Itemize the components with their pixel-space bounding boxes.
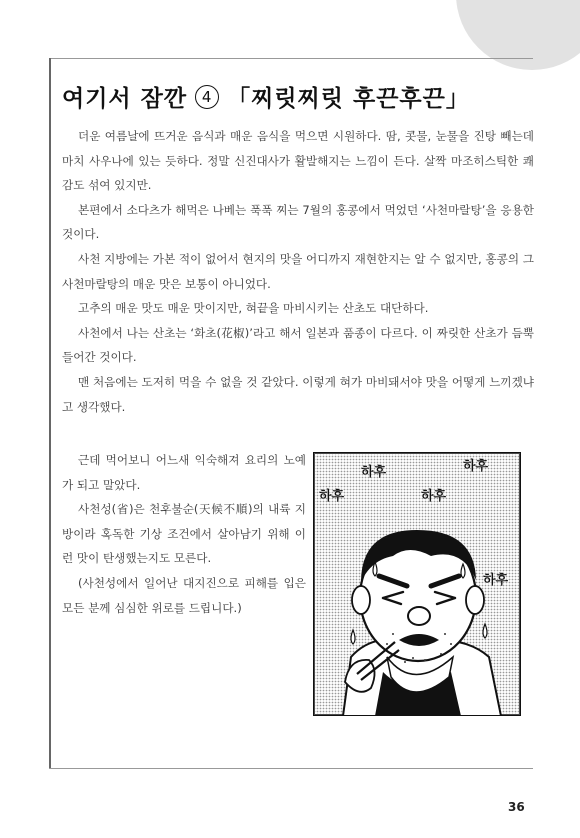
title-number-circle: 4 [195, 85, 219, 109]
paragraph: 사천에서 나는 산초는 ‘화초(花椒)’라고 해서 일본과 품종이 다르다. 이 짜릿한 산초가 듬뿍 들어간 것이다. [62, 325, 534, 365]
paragraph: 본편에서 소다츠가 해먹은 나베는 푹푹 찌는 7월의 홍콩에서 먹었던 ‘사천마랄탕’을 응용한 것이다. [62, 202, 534, 242]
sweating-man-eating-icon [313, 452, 521, 716]
exclamation-text: 하후 [361, 465, 387, 480]
page-title [62, 80, 470, 113]
main-text [62, 124, 534, 419]
corner-decoration [456, 0, 580, 70]
frame-left-line [49, 58, 51, 768]
paragraph: (사천성에서 일어난 대지진으로 피해를 입은 모든 분께 심심한 위로를 드립니다.) [62, 575, 306, 615]
title-prefix: 여기서 잠깐 [62, 86, 188, 112]
exclamation-text: 하후 [463, 459, 489, 474]
paragraph: 맨 처음에는 도저히 먹을 수 없을 것 같았다. 이렇게 혀가 마비돼서야 맛을 어떻게 느끼겠냐고 생각했다. [62, 374, 534, 414]
title-main: 「찌릿찌릿 후끈후끈」 [227, 86, 470, 112]
side-text [62, 448, 306, 620]
paragraph: 사천성(省)은 천후불순(天候不順)의 내륙 지방이라 혹독한 기상 조건에서 살아남기 위해 이런 맛이 탄생했는지도 모른다. [62, 502, 306, 566]
exclamation-text: 하후 [421, 489, 447, 504]
paragraph: 더운 여름날에 뜨거운 음식과 매운 음식을 먹으면 시원하다. 땀, 콧물, 눈물을 진탕 빼는데 마치 사우나에 있는 듯하다. 정말 신진대사가 활발해지는 느낌이 든다. 살짝 마조히스틱한 쾌감도 섞여 있지만. [62, 129, 534, 193]
frame-bottom-line [49, 768, 533, 769]
exclamation-text: 하후 [319, 489, 345, 504]
paragraph: 고추의 매운 맛도 매운 맛이지만, 혀끝을 마비시키는 산초도 대단하다. [78, 301, 429, 316]
paragraph: 근데 먹어보니 어느새 익숙해져 요리의 노예가 되고 말았다. [62, 453, 306, 492]
frame-top-line [49, 58, 533, 59]
paragraph: 사천 지방에는 가본 적이 없어서 현지의 맛을 어디까지 재현한지는 알 수 없지만, 홍콩의 그 사천마랄탕의 매운 맛은 보통이 아니었다. [62, 251, 534, 291]
exclamation-text: 하후 [483, 573, 509, 588]
page-number: 36 [508, 800, 525, 814]
